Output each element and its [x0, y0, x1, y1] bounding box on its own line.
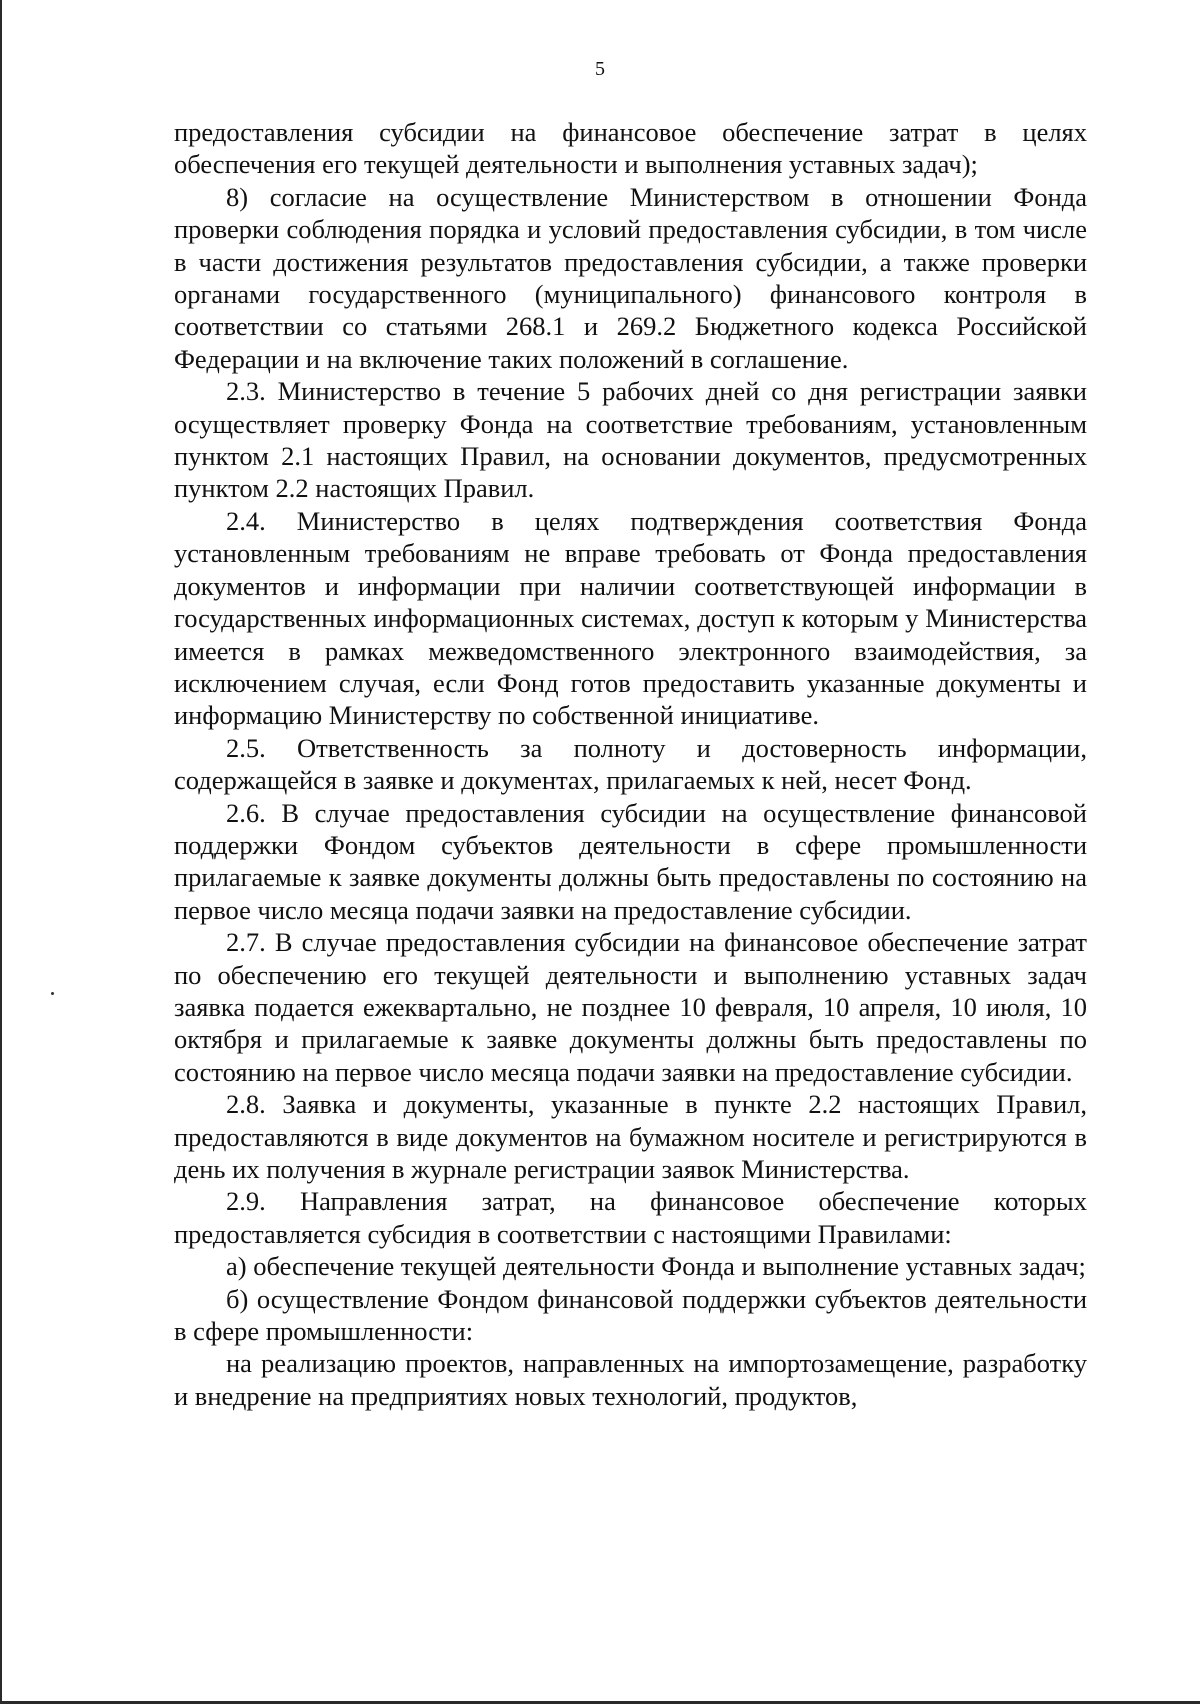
paragraph-item-a: а) обеспечение текущей деятельности Фонда и выполнение уставных задач; — [226, 1251, 1086, 1282]
scan-speck — [51, 992, 54, 995]
paragraph-2-4: 2.4. Министерство в целях подтверждения соответствия Фонда установленным требованиям не вправе требовать от Фонда предоставления документов и информации при наличии соответствующей информации в государственных информационных системах, доступ к которым у Министерства имеется в рамках межведомственного электронного взаимодействия, за исключением случая, если Фонд готов предоставить указанные документы и информацию Министерству по собственной инициативе. — [174, 505, 1087, 731]
paragraph-item-b-subitem: на реализацию проектов, направленных на импортозамещение, разработку и внедрение на предприятиях новых технологий, продуктов, — [174, 1348, 1087, 1411]
paragraph-2-9: 2.9. Направления затрат, на финансовое обеспечение которых предоставляется субсидия в соответствии с настоящими Правилами: — [174, 1186, 1087, 1249]
paragraph-2-8: 2.8. Заявка и документы, указанные в пункте 2.2 настоящих Правил, предоставляются в виде документов на бумажном носителе и регистрируются в день их получения в журнале регистрации заявок Министерства. — [174, 1089, 1087, 1184]
document-body — [174, 116, 1087, 1412]
page-number: 5 — [595, 58, 605, 80]
paragraph-2-7: 2.7. В случае предоставления субсидии на финансовое обеспечение затрат по обеспечению его текущей деятельности и выполнению уставных задач заявка подается ежеквартально, не позднее 10 февраля, 10 апреля, 10 июля, 10 октября и прилагаемые к заявке документы должны быть предоставлены по состоянию на первое число месяца подачи заявки на предоставление субсидии. — [174, 927, 1087, 1087]
paragraph-continuation: предоставления субсидии на финансовое обеспечение затрат в целях обеспечения его текущей деятельности и выполнения уставных задач); — [174, 117, 1087, 180]
paragraph-2-3: 2.3. Министерство в течение 5 рабочих дней со дня регистрации заявки осуществляет проверку Фонда на соответствие требованиям, установленным пунктом 2.1 настоящих Правил, на основании документов, предусмотренных пунктом 2.2 настоящих Правил. — [174, 376, 1087, 504]
paragraph-2-6: 2.6. В случае предоставления субсидии на осуществление финансовой поддержки Фондом субъектов деятельности в сфере промышленности прилагаемые к заявке документы должны быть предоставлены по состоянию на первое число месяца подачи заявки на предоставление субсидии. — [174, 797, 1087, 925]
paragraph-item-8: 8) согласие на осуществление Министерством в отношении Фонда проверки соблюдения порядка и условий предоставления субсидии, в том числе в части достижения результатов предоставления субсидии, а также проверки органами государственного (муниципального) финансового контроля в соответствии со статьями 268.1 и 269.2 Бюджетного кодекса Российской Федерации и на включение таких положений в соглашение. — [174, 181, 1087, 374]
paragraph-item-b: б) осуществление Фондом финансовой поддержки субъектов деятельности в сфере промышленности: — [174, 1283, 1087, 1347]
scan-edge-left — [0, 0, 2, 1704]
paragraph-2-5: 2.5. Ответственность за полноту и достоверность информации, содержащейся в заявке и документах, прилагаемых к ней, несет Фонд. — [174, 732, 1087, 796]
